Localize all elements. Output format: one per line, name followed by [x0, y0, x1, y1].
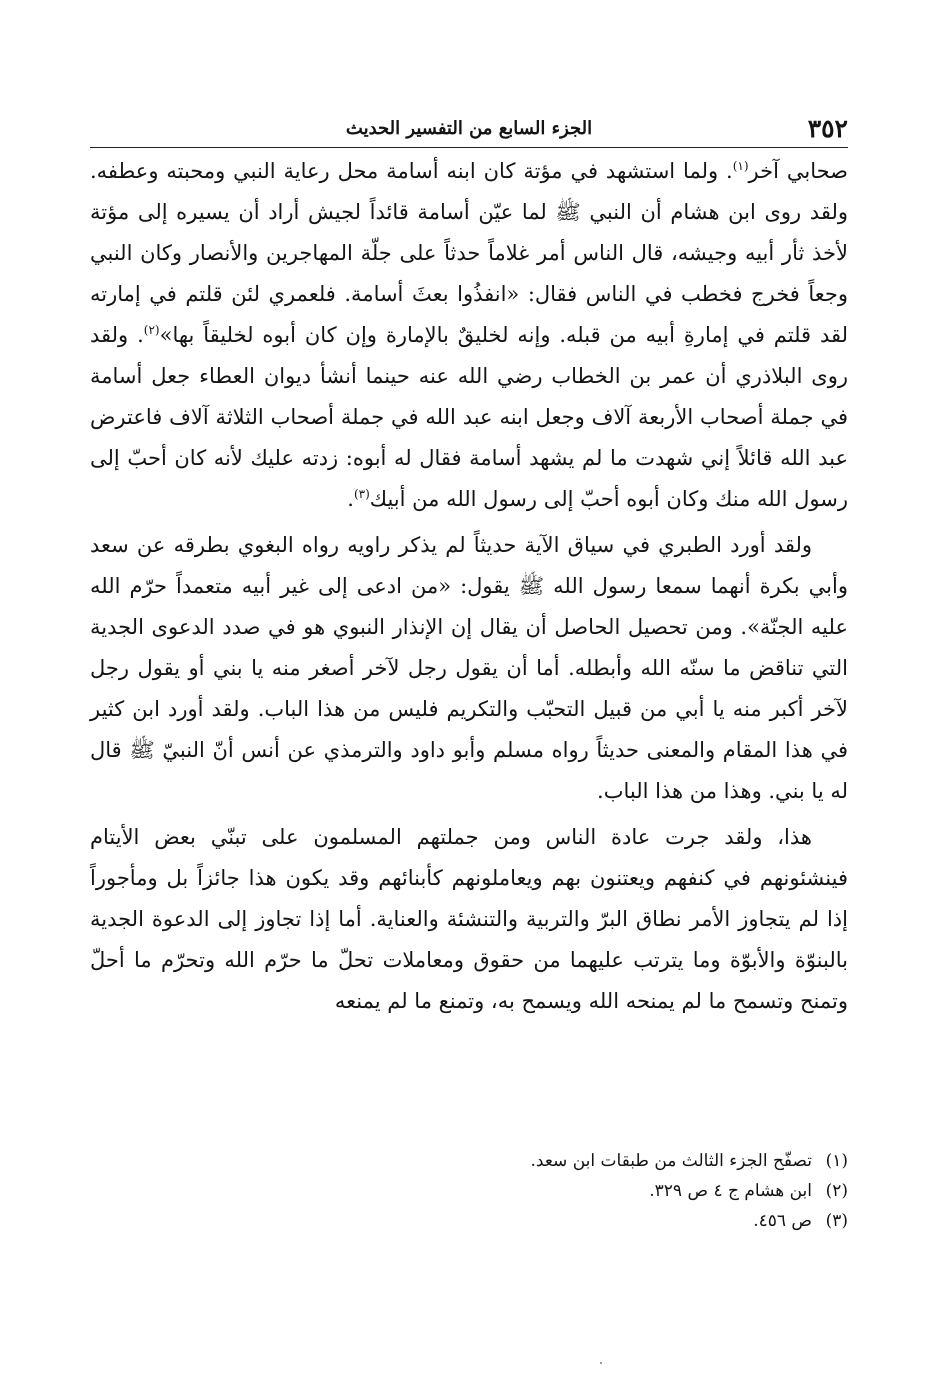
footnote-number: (١)	[825, 1151, 848, 1171]
paragraph-text: صحابي آخر	[748, 159, 848, 183]
page-number: ٣٥٢	[807, 114, 848, 143]
paragraph-text: .	[347, 487, 354, 511]
paragraph-text: . ولقد روى البلاذري أن عمر بن الخطاب رضي الله عنه حينما أنشأ ديوان العطاء جعل أسامة في جملة أصحاب الأربعة آلاف وجعل ابنه عبد الله في جملة أصحاب الثلاثة آلاف فاعترض عبد الله قائلاً إني شهدت ما لم يشهد أسامة فقال له أبوه: زدته عليك لأنه كان أحبّ إلى رسول الله منك وكان أبوه أحبّ إلى رسول الله من أبيك	[90, 323, 848, 511]
main-text	[90, 151, 848, 1022]
footnote-2	[90, 1176, 848, 1206]
header-rule	[90, 147, 848, 148]
footnote-3	[90, 1206, 848, 1236]
paragraph-2	[90, 525, 848, 812]
footnote-number: (٣)	[825, 1211, 848, 1231]
footnote-number: (٢)	[825, 1181, 848, 1201]
paragraph-text: . ولما استشهد في مؤتة كان ابنه أسامة محل رعاية النبي ومحبته وعطفه. ولقد روى ابن هشام أن النبي ﷺ لما عيّن أسامة قائداً لجيش أراد أن يسيره إلى مؤتة لأخذ ثأر أبيه وجيشه، قال الناس أمر غلاماً حدثاً على جلّة المهاجرين والأنصار وكان النبي وجعاً فخرج فخطب في الناس فقال: «انفذُوا بعثَ أسامة. فلعمري لئن قلتم في إمارته لقد قلتم في إمارةِ أبيه من قبله. وإنه لخليقٌ بالإمارة وإن كان أبوه لخليقاً بها»	[90, 159, 848, 347]
stray-mark	[600, 1362, 602, 1364]
footnotes	[90, 1146, 848, 1236]
footnote-1	[90, 1146, 848, 1176]
paragraph-3	[90, 817, 848, 1022]
footnote-text: ابن هشام ج ٤ ص ٣٢٩.	[649, 1181, 812, 1201]
footnote-ref: (٢)	[143, 323, 160, 337]
footnote-text: ص ٤٥٦.	[753, 1211, 812, 1231]
paragraph-text: ولقد أورد الطبري في سياق الآية حديثاً لم يذكر راويه رواه البغوي بطرقه عن سعد وأبي بكرة أنهما سمعا رسول الله ﷺ يقول: «من ادعى إلى غير أبيه متعمداً حرّم الله عليه الجنّة». ومن تحصيل الحاصل أن يقال إن الإنذار النبوي هو في صدد الدعوى الجدية التي تناقض ما سنّه الله وأبطله. أما أن يقول رجل لآخر أصغر منه يا بني أو يقول رجل لآخر أكبر منه يا أبي من قبيل التحبّب والتكريم فليس من هذا الباب. ولقد أورد ابن كثير في هذا المقام والمعنى حديثاً رواه مسلم وأبو داود والترمذي عن أنس أنّ النبيّ ﷺ قال له يا بني. وهذا من هذا الباب.	[90, 533, 848, 803]
footnote-ref: (٣)	[353, 487, 370, 501]
running-title: الجزء السابع من التفسير الحديث	[345, 118, 593, 139]
footnote-ref: (١)	[732, 159, 749, 173]
page-header	[90, 112, 848, 148]
footnote-text: تصفّح الجزء الثالث من طبقات ابن سعد.	[530, 1151, 812, 1171]
paragraph-text: هذا، ولقد جرت عادة الناس ومن جملتهم المسلمون على تبنّي بعض الأيتام فينشئونهم في كنفهم ويعتنون بهم ويعاملونهم كأبنائهم وقد يكون هذا جائزاً بل ومأجوراً إذا لم يتجاوز الأمر نطاق البرّ والتربية والتنشئة والعناية. أما إذا تجاوز إلى الدعوة الجدية بالبنوّة والأبوّة وما يترتب عليهما من حقوق ومعاملات تحلّ ما حرّم الله وتحرّم ما أحلّ وتمنح وتسمح ما لم يمنحه الله ويسمح به، وتمنع ما لم يمنعه	[90, 825, 848, 1013]
paragraph-1	[90, 151, 848, 520]
